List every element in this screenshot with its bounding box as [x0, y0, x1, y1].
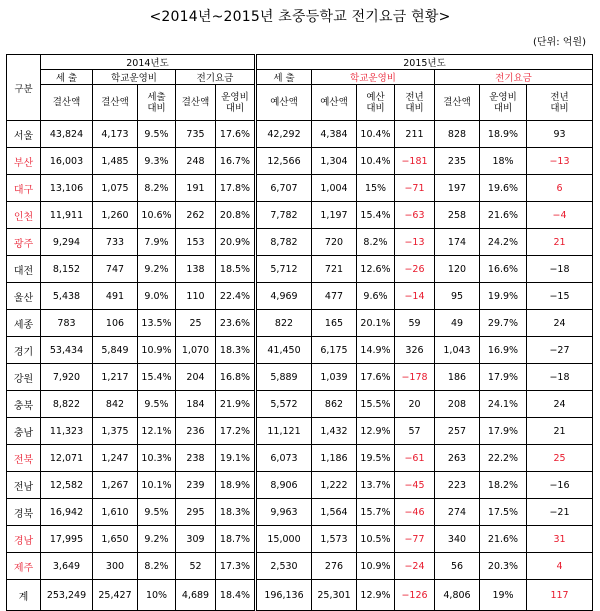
region-cell: 강원 [7, 364, 41, 391]
value-cell: 25 [527, 445, 593, 472]
value-cell: 24.2% [480, 229, 527, 256]
value-cell: 16.7% [216, 148, 256, 175]
value-cell: 9.5% [138, 391, 176, 418]
table-row [7, 310, 593, 337]
region-cell: 대구 [7, 175, 41, 202]
value-cell: −61 [395, 445, 435, 472]
value-cell: 95 [435, 283, 480, 310]
value-cell: 4,806 [435, 580, 480, 611]
region-cell: 충북 [7, 391, 41, 418]
value-cell: 10.9% [357, 553, 395, 580]
value-cell: 153 [176, 229, 216, 256]
table-row [7, 499, 593, 526]
value-cell: −15 [527, 283, 593, 310]
value-cell: 21.6% [480, 526, 527, 553]
value-cell: 309 [176, 526, 216, 553]
value-cell: 8.2% [357, 229, 395, 256]
value-cell: 721 [312, 256, 357, 283]
value-cell: 8,822 [41, 391, 93, 418]
value-cell: 21 [527, 229, 593, 256]
value-cell: −77 [395, 526, 435, 553]
table-row [7, 580, 593, 611]
value-cell: 7,920 [41, 364, 93, 391]
value-cell: 1,304 [312, 148, 357, 175]
value-cell: 477 [312, 283, 357, 310]
table-row [7, 202, 593, 229]
value-cell: 25,301 [312, 580, 357, 611]
value-cell: 16.8% [216, 364, 256, 391]
value-cell: 6,707 [256, 175, 312, 202]
region-cell: 경기 [7, 337, 41, 364]
value-cell: 5,889 [256, 364, 312, 391]
value-cell: 735 [176, 121, 216, 148]
value-cell: 7,782 [256, 202, 312, 229]
value-cell: 1,217 [93, 364, 138, 391]
value-cell: −16 [527, 472, 593, 499]
value-cell: 14.9% [357, 337, 395, 364]
value-cell: 20 [395, 391, 435, 418]
region-cell: 전북 [7, 445, 41, 472]
value-cell: 10.3% [138, 445, 176, 472]
value-cell: 20.9% [216, 229, 256, 256]
value-cell: 17.3% [216, 553, 256, 580]
value-cell: 12,071 [41, 445, 93, 472]
year-2015-header: 2015년도 [256, 55, 593, 70]
value-cell: 23.6% [216, 310, 256, 337]
value-cell: 9.2% [138, 526, 176, 553]
value-cell: −14 [395, 283, 435, 310]
value-cell: 43,824 [41, 121, 93, 148]
value-cell: 18.9% [480, 121, 527, 148]
value-cell: 10.6% [138, 202, 176, 229]
value-cell: 258 [435, 202, 480, 229]
value-cell: 720 [312, 229, 357, 256]
value-cell: 19.5% [357, 445, 395, 472]
value-cell: 19.1% [216, 445, 256, 472]
value-cell: −126 [395, 580, 435, 611]
value-cell: 236 [176, 418, 216, 445]
value-cell: 300 [93, 553, 138, 580]
sub-column-header: 전년 대비 [395, 85, 435, 121]
table-row [7, 445, 593, 472]
value-cell: 49 [435, 310, 480, 337]
value-cell: 52 [176, 553, 216, 580]
value-cell: 733 [93, 229, 138, 256]
value-cell: 24 [527, 391, 593, 418]
table-row [7, 229, 593, 256]
region-cell: 전남 [7, 472, 41, 499]
value-cell: 13,106 [41, 175, 93, 202]
value-cell: 2,530 [256, 553, 312, 580]
region-cell: 인천 [7, 202, 41, 229]
value-cell: −27 [527, 337, 593, 364]
electricity-cost-table [6, 54, 593, 611]
value-cell: 10.9% [138, 337, 176, 364]
sub-column-header: 세출 대비 [138, 85, 176, 121]
value-cell: −63 [395, 202, 435, 229]
value-cell: 10.1% [138, 472, 176, 499]
value-cell: 6 [527, 175, 593, 202]
value-cell: 17.5% [480, 499, 527, 526]
value-cell: 15.5% [357, 391, 395, 418]
value-cell: 29.7% [480, 310, 527, 337]
value-cell: 276 [312, 553, 357, 580]
value-cell: 862 [312, 391, 357, 418]
value-cell: −26 [395, 256, 435, 283]
value-cell: 56 [435, 553, 480, 580]
value-cell: 1,564 [312, 499, 357, 526]
value-cell: 4,173 [93, 121, 138, 148]
table-row [7, 283, 593, 310]
value-cell: 25 [176, 310, 216, 337]
table-row [7, 364, 593, 391]
table-row [7, 472, 593, 499]
value-cell: 24 [527, 310, 593, 337]
value-cell: 191 [176, 175, 216, 202]
value-cell: 12,582 [41, 472, 93, 499]
value-cell: 1,432 [312, 418, 357, 445]
value-cell: 9.2% [138, 256, 176, 283]
value-cell: 223 [435, 472, 480, 499]
value-cell: 93 [527, 121, 593, 148]
value-cell: 16,942 [41, 499, 93, 526]
value-cell: 263 [435, 445, 480, 472]
value-cell: 184 [176, 391, 216, 418]
value-cell: 9,963 [256, 499, 312, 526]
value-cell: 18.2% [480, 472, 527, 499]
value-cell: 15.7% [357, 499, 395, 526]
value-cell: 491 [93, 283, 138, 310]
value-cell: 17,995 [41, 526, 93, 553]
region-cell: 대전 [7, 256, 41, 283]
region-cell: 경북 [7, 499, 41, 526]
value-cell: 12,566 [256, 148, 312, 175]
value-cell: −18 [527, 364, 593, 391]
value-cell: 186 [435, 364, 480, 391]
region-cell: 충남 [7, 418, 41, 445]
value-cell: 7.9% [138, 229, 176, 256]
value-cell: 239 [176, 472, 216, 499]
value-cell: 16.6% [480, 256, 527, 283]
value-cell: 11,911 [41, 202, 93, 229]
value-cell: 1,186 [312, 445, 357, 472]
value-cell: 17.8% [216, 175, 256, 202]
value-cell: −13 [527, 148, 593, 175]
value-cell: 12.9% [357, 418, 395, 445]
value-cell: 4 [527, 553, 593, 580]
value-cell: 196,136 [256, 580, 312, 611]
region-cell: 울산 [7, 283, 41, 310]
region-cell: 경남 [7, 526, 41, 553]
table-row [7, 175, 593, 202]
value-cell: −46 [395, 499, 435, 526]
value-cell: 1,650 [93, 526, 138, 553]
value-cell: 165 [312, 310, 357, 337]
value-cell: 12.6% [357, 256, 395, 283]
value-cell: 1,573 [312, 526, 357, 553]
region-cell: 서울 [7, 121, 41, 148]
value-cell: 59 [395, 310, 435, 337]
value-cell: 16,003 [41, 148, 93, 175]
value-cell: 253,249 [41, 580, 93, 611]
sub-column-header: 결산액 [176, 85, 216, 121]
table-row [7, 337, 593, 364]
value-cell: −181 [395, 148, 435, 175]
value-cell: 783 [41, 310, 93, 337]
value-cell: 19% [480, 580, 527, 611]
value-cell: 10.4% [357, 148, 395, 175]
value-cell: 235 [435, 148, 480, 175]
value-cell: 12.9% [357, 580, 395, 611]
value-cell: −71 [395, 175, 435, 202]
value-cell: 5,849 [93, 337, 138, 364]
group-header: 전기요금 [176, 70, 256, 85]
value-cell: −178 [395, 364, 435, 391]
table-row [7, 256, 593, 283]
value-cell: 106 [93, 310, 138, 337]
value-cell: −45 [395, 472, 435, 499]
value-cell: −18 [527, 256, 593, 283]
value-cell: 204 [176, 364, 216, 391]
value-cell: 15% [357, 175, 395, 202]
value-cell: 11,323 [41, 418, 93, 445]
region-cell: 부산 [7, 148, 41, 175]
value-cell: 18% [480, 148, 527, 175]
sub-column-header: 예산 대비 [357, 85, 395, 121]
value-cell: 262 [176, 202, 216, 229]
value-cell: 1,247 [93, 445, 138, 472]
group-header: 세 출 [256, 70, 312, 85]
sub-column-header: 전년 대비 [527, 85, 593, 121]
category-header: 구분 [7, 55, 41, 121]
value-cell: 8.2% [138, 553, 176, 580]
value-cell: 208 [435, 391, 480, 418]
value-cell: 16.9% [480, 337, 527, 364]
value-cell: 1,610 [93, 499, 138, 526]
value-cell: 15,000 [256, 526, 312, 553]
value-cell: 8,906 [256, 472, 312, 499]
value-cell: 4,689 [176, 580, 216, 611]
region-cell: 계 [7, 580, 41, 611]
value-cell: 822 [256, 310, 312, 337]
value-cell: 6,175 [312, 337, 357, 364]
sub-column-header: 결산액 [41, 85, 93, 121]
value-cell: −21 [527, 499, 593, 526]
value-cell: 1,260 [93, 202, 138, 229]
table-row [7, 526, 593, 553]
value-cell: 15.4% [138, 364, 176, 391]
page-title: <2014년~2015년 초중등학교 전기요금 현황> [149, 9, 451, 25]
value-cell: 1,039 [312, 364, 357, 391]
value-cell: 326 [395, 337, 435, 364]
value-cell: 20.1% [357, 310, 395, 337]
value-cell: 12.1% [138, 418, 176, 445]
value-cell: 9.5% [138, 499, 176, 526]
value-cell: 4,969 [256, 283, 312, 310]
value-cell: 31 [527, 526, 593, 553]
value-cell: 11,121 [256, 418, 312, 445]
value-cell: 257 [435, 418, 480, 445]
value-cell: 9,294 [41, 229, 93, 256]
value-cell: 274 [435, 499, 480, 526]
group-header: 전기요금 [435, 70, 593, 85]
value-cell: 5,712 [256, 256, 312, 283]
value-cell: 747 [93, 256, 138, 283]
value-cell: 110 [176, 283, 216, 310]
table-row [7, 391, 593, 418]
value-cell: 10.4% [357, 121, 395, 148]
value-cell: −13 [395, 229, 435, 256]
value-cell: 238 [176, 445, 216, 472]
value-cell: 19.6% [480, 175, 527, 202]
sub-column-header: 예산액 [256, 85, 312, 121]
value-cell: 1,043 [435, 337, 480, 364]
value-cell: 5,572 [256, 391, 312, 418]
value-cell: 17.9% [480, 364, 527, 391]
value-cell: 9.0% [138, 283, 176, 310]
value-cell: 8,152 [41, 256, 93, 283]
value-cell: 842 [93, 391, 138, 418]
value-cell: 4,384 [312, 121, 357, 148]
value-cell: 174 [435, 229, 480, 256]
value-cell: 340 [435, 526, 480, 553]
value-cell: 828 [435, 121, 480, 148]
value-cell: −4 [527, 202, 593, 229]
value-cell: 20.8% [216, 202, 256, 229]
value-cell: 1,485 [93, 148, 138, 175]
value-cell: 295 [176, 499, 216, 526]
region-cell: 광주 [7, 229, 41, 256]
value-cell: 53,434 [41, 337, 93, 364]
value-cell: 211 [395, 121, 435, 148]
value-cell: 9.5% [138, 121, 176, 148]
value-cell: 5,438 [41, 283, 93, 310]
value-cell: 17.2% [216, 418, 256, 445]
region-cell: 제주 [7, 553, 41, 580]
group-header: 학교운영비 [93, 70, 176, 85]
value-cell: 18.5% [216, 256, 256, 283]
value-cell: 1,375 [93, 418, 138, 445]
value-cell: 120 [435, 256, 480, 283]
value-cell: 117 [527, 580, 593, 611]
value-cell: 22.4% [216, 283, 256, 310]
value-cell: 18.9% [216, 472, 256, 499]
value-cell: 138 [176, 256, 216, 283]
value-cell: 10.5% [357, 526, 395, 553]
value-cell: 17.6% [216, 121, 256, 148]
value-cell: 21 [527, 418, 593, 445]
sub-column-header: 결산액 [93, 85, 138, 121]
value-cell: 3,649 [41, 553, 93, 580]
value-cell: 13.5% [138, 310, 176, 337]
value-cell: 1,267 [93, 472, 138, 499]
value-cell: 25,427 [93, 580, 138, 611]
value-cell: 248 [176, 148, 216, 175]
value-cell: 18.3% [216, 337, 256, 364]
region-cell: 세종 [7, 310, 41, 337]
value-cell: 10% [138, 580, 176, 611]
value-cell: 1,075 [93, 175, 138, 202]
value-cell: 18.3% [216, 499, 256, 526]
value-cell: 17.9% [480, 418, 527, 445]
value-cell: 21.9% [216, 391, 256, 418]
table-row [7, 553, 593, 580]
value-cell: 1,197 [312, 202, 357, 229]
value-cell: 8.2% [138, 175, 176, 202]
value-cell: 1,004 [312, 175, 357, 202]
value-cell: 17.6% [357, 364, 395, 391]
year-2014-header: 2014년도 [41, 55, 256, 70]
value-cell: 21.6% [480, 202, 527, 229]
sub-column-header: 결산액 [435, 85, 480, 121]
value-cell: −24 [395, 553, 435, 580]
unit-label: (단위: 억원) [533, 37, 586, 48]
value-cell: 15.4% [357, 202, 395, 229]
value-cell: 41,450 [256, 337, 312, 364]
table-row [7, 148, 593, 175]
value-cell: 57 [395, 418, 435, 445]
value-cell: 197 [435, 175, 480, 202]
value-cell: 22.2% [480, 445, 527, 472]
sub-column-header: 운영비 대비 [480, 85, 527, 121]
value-cell: 8,782 [256, 229, 312, 256]
sub-column-header: 예산액 [312, 85, 357, 121]
group-header: 세 출 [41, 70, 93, 85]
value-cell: 19.9% [480, 283, 527, 310]
value-cell: 6,073 [256, 445, 312, 472]
value-cell: 9.3% [138, 148, 176, 175]
value-cell: 20.3% [480, 553, 527, 580]
sub-column-header: 운영비 대비 [216, 85, 256, 121]
value-cell: 42,292 [256, 121, 312, 148]
value-cell: 9.6% [357, 283, 395, 310]
table-row [7, 121, 593, 148]
value-cell: 13.7% [357, 472, 395, 499]
table-row [7, 418, 593, 445]
value-cell: 18.7% [216, 526, 256, 553]
group-header: 학교운영비 [312, 70, 435, 85]
value-cell: 1,070 [176, 337, 216, 364]
value-cell: 18.4% [216, 580, 256, 611]
value-cell: 24.1% [480, 391, 527, 418]
value-cell: 1,222 [312, 472, 357, 499]
